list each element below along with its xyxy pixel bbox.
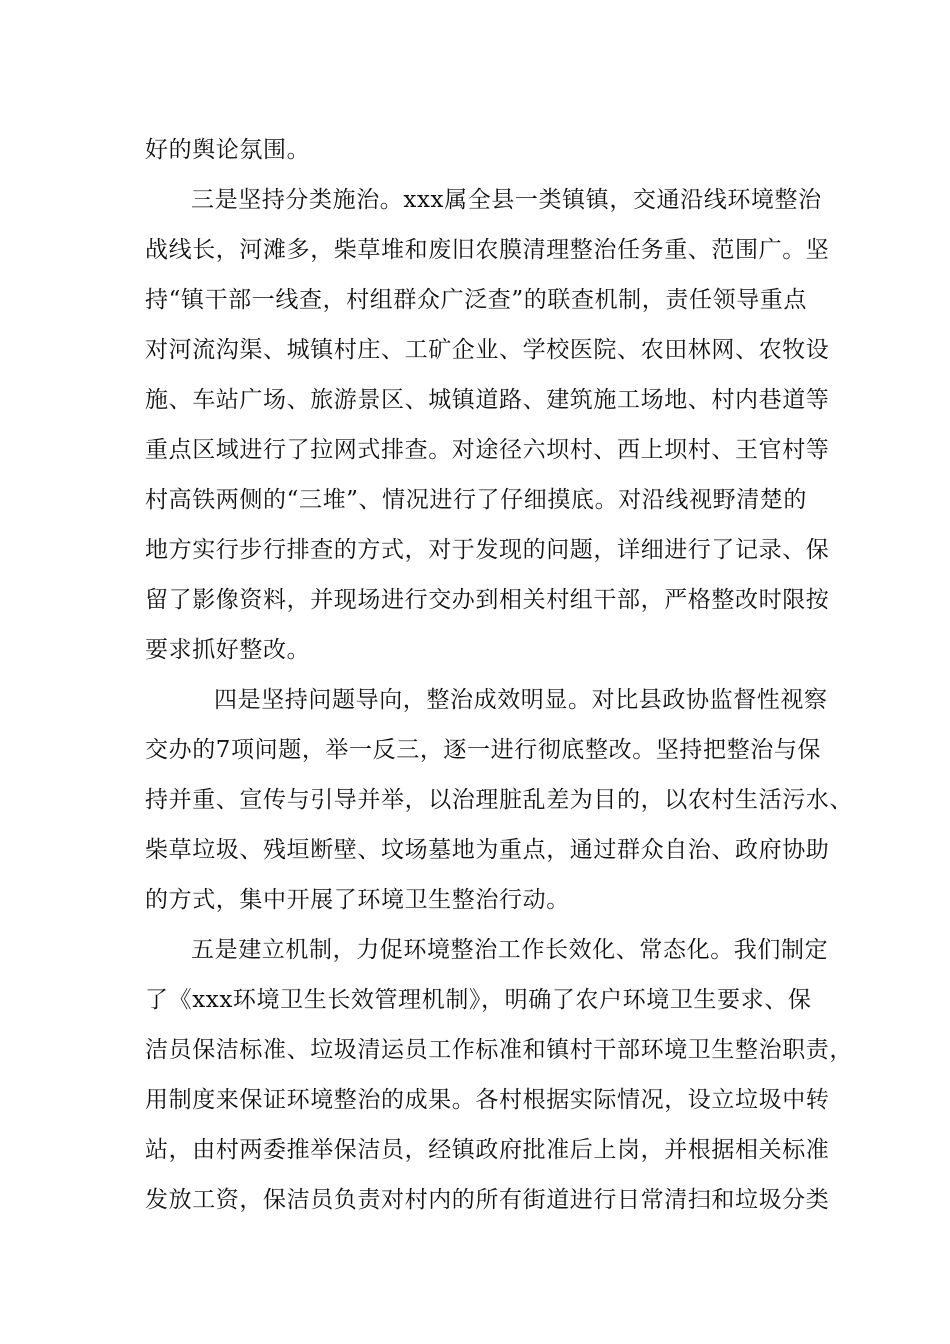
text-line: 柴草垃圾、残垣断壁、坟场墓地为重点，通过群众自治、政府协助 (145, 837, 830, 863)
text-line: 对河流沟渠、城镇村庄、工矿企业、学校医院、农田林网、农牧设 (145, 337, 830, 363)
text-line: 站，由村两委推举保洁员，经镇政府批准后上岗，并根据相关标准 (145, 1137, 830, 1163)
text-line: 四是坚持问题导向，整治成效明显。对比县政协监督性视察 (214, 687, 828, 713)
text-line: 持“镇干部一线查，村组群众广泛查”的联查机制，责任领导重点 (145, 287, 807, 313)
text-line: 三是坚持分类施治。xxx属全县一类镇镇，交通沿线环境整治 (191, 187, 822, 213)
text-line: 留了影像资料，并现场进行交办到相关村组干部，严格整改时限按 (145, 587, 830, 613)
text-line: 施、车站广场、旅游景区、城镇道路、建筑施工场地、村内巷道等 (145, 387, 830, 413)
text-line: 了《xxx环境卫生长效管理机制》，明确了农户环境卫生要求、保 (145, 987, 812, 1013)
text-line: 持并重、宣传与引导并举，以治理脏乱差为目的，以农村生活污水、 (145, 787, 853, 813)
text-line: 要求抓好整改。 (145, 637, 311, 663)
text-line: 的方式，集中开展了环境卫生整治行动。 (145, 887, 570, 913)
text-line: 战线长，河滩多，柴草堆和废旧农膜清理整治任务重、范围广。坚 (145, 237, 830, 263)
text-line: 好的舆论氛围。 (145, 137, 311, 163)
text-line: 用制度来保证环境整治的成果。各村根据实际情况，设立垃圾中转 (145, 1087, 830, 1113)
text-line: 交办的7项问题，举一反三，逐一进行彻底整改。坚持把整治与保 (145, 737, 822, 763)
text-line: 村高铁两侧的“三堆”、情况进行了仔细摸底。对沿线视野清楚的 (145, 487, 807, 513)
text-line: 重点区域进行了拉网式排查。对途径六坝村、西上坝村、王官村等 (145, 437, 830, 463)
text-line: 洁员保洁标准、垃圾清运员工作标准和镇村干部环境卫生整治职责， (145, 1037, 853, 1063)
text-line: 发放工资，保洁员负责对村内的所有街道进行日常清扫和垃圾分类 (145, 1187, 830, 1213)
text-line: 地方实行步行排查的方式，对于发现的问题，详细进行了记录、保 (145, 537, 830, 563)
text-line: 五是建立机制，力促环境整治工作长效化、常态化。我们制定 (191, 937, 829, 963)
